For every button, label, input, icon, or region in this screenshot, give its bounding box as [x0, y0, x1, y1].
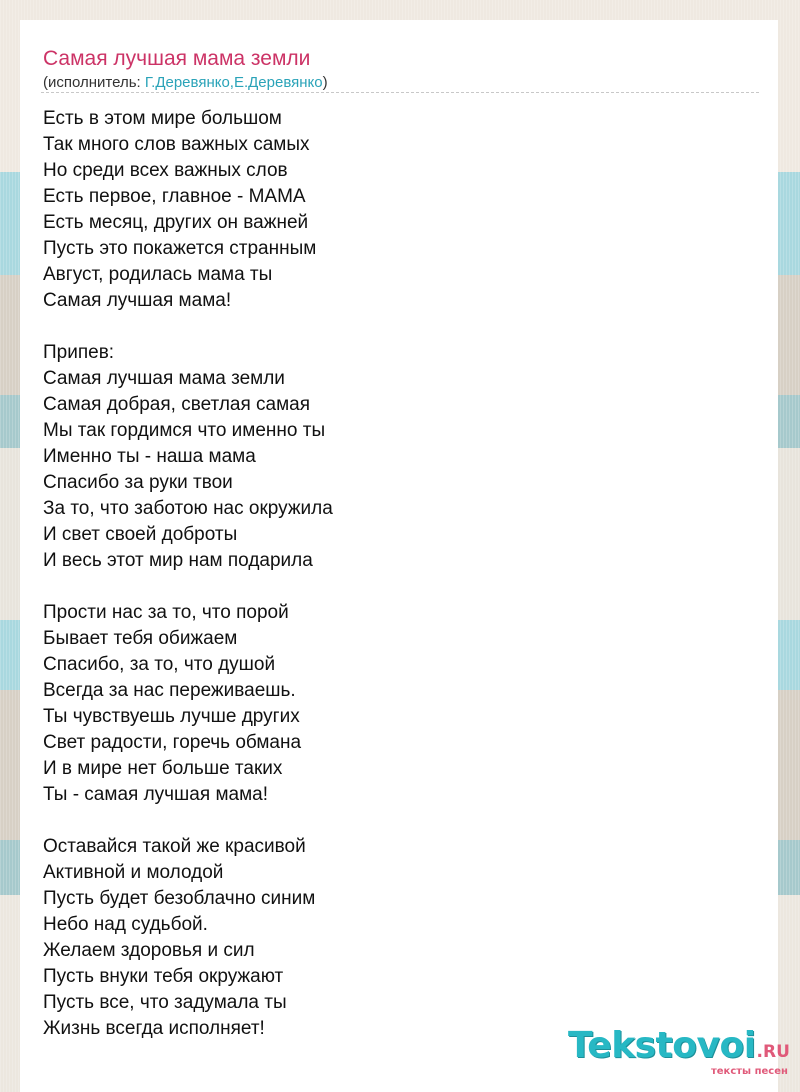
lyric-line: Прости нас за то, что порой: [43, 602, 289, 623]
lyric-line: И свет своей доброты: [43, 524, 238, 545]
lyric-line: Спасибо за руки твои: [43, 472, 233, 493]
performer-prefix: (исполнитель:: [43, 74, 145, 91]
logo-tagline: тексты песен: [710, 1066, 788, 1077]
lyric-line: Небо над судьбой.: [43, 914, 208, 935]
lyric-line: Свет радости, горечь обмана: [43, 732, 302, 753]
stanza-break: [43, 314, 333, 340]
stanza-break: [43, 808, 333, 834]
lyric-line: Но среди всех важных слов: [43, 160, 288, 181]
lyric-line: Самая лучшая мама!: [43, 290, 232, 311]
logo-name: Tekstovoi: [568, 1025, 756, 1066]
lyric-line: За то, что заботою нас окружила: [43, 498, 333, 519]
lyric-line: Оставайся такой же красивой: [43, 836, 306, 857]
lyric-line: Припев:: [43, 342, 115, 363]
lyric-line: Бывает тебя обижаем: [43, 628, 238, 649]
lyric-line: Спасибо, за то, что душой: [43, 654, 276, 675]
title-divider: [41, 92, 759, 93]
lyric-line: Так много слов важных самых: [43, 134, 310, 155]
lyric-line: Есть месяц, других он важней: [43, 212, 309, 233]
lyric-line: Есть в этом мире большом: [43, 108, 282, 129]
lyric-line: Самая лучшая мама земли: [43, 368, 285, 389]
performer-suffix: ): [322, 74, 328, 91]
lyric-line: Ты - самая лучшая мама!: [43, 784, 268, 805]
artist-link[interactable]: Г.Деревянко,Е.Деревянко: [144, 74, 323, 91]
lyric-line: Самая добрая, светлая самая: [43, 394, 311, 415]
lyrics-text: [43, 106, 333, 1042]
logo-tld: .RU: [756, 1042, 790, 1062]
lyric-line: Пусть будет безоблачно синим: [43, 888, 316, 909]
lyric-line: Желаем здоровья и сил: [43, 940, 255, 961]
lyrics-panel: [20, 20, 790, 1092]
site-logo[interactable]: [568, 1025, 790, 1077]
performer-line: [43, 74, 328, 91]
lyric-line: Жизнь всегда исполняет!: [43, 1018, 265, 1039]
lyric-line: Мы так гордимся что именно ты: [43, 420, 326, 441]
lyric-line: Ты чувствуешь лучше других: [43, 706, 300, 727]
lyric-line: И в мире нет больше таких: [43, 758, 283, 779]
lyric-line: И весь этот мир нам подарила: [43, 550, 313, 571]
lyric-line: Август, родилась мама ты: [43, 264, 273, 285]
lyric-line: Пусть все, что задумала ты: [43, 992, 287, 1013]
stanza-break: [43, 574, 333, 600]
lyric-line: Пусть внуки тебя окружают: [43, 966, 284, 987]
lyric-line: Есть первое, главное - МАМА: [43, 186, 306, 207]
lyric-line: Именно ты - наша мама: [43, 446, 256, 467]
lyric-line: Активной и молодой: [43, 862, 224, 883]
song-title: Самая лучшая мама земли: [43, 47, 311, 70]
lyric-line: Всегда за нас переживаешь.: [43, 680, 296, 701]
lyric-line: Пусть это покажется странным: [43, 238, 317, 259]
